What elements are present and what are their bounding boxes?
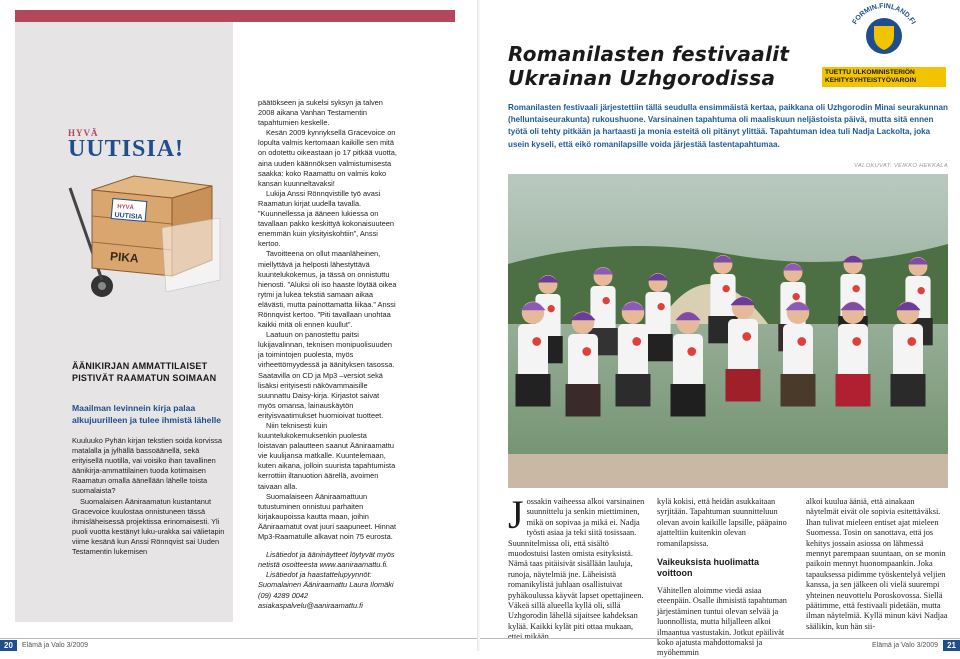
badge-small-text: HYVÄ	[68, 128, 99, 138]
logo-domain-path: FORMIN.FINLAND.FI	[851, 2, 917, 26]
right-title-line-1: Romanilasten festivaalit	[508, 42, 790, 66]
logo-line-2: KEHITYSYHTEISTYÖVAROIN	[825, 77, 917, 84]
wooden-crate-illustration	[62, 168, 222, 303]
right-title-block	[508, 42, 828, 90]
left-column-2	[258, 98, 398, 611]
right-column-3	[806, 497, 948, 632]
left-headline: ÄÄNIKIRJAN AMMATTILAISET PISTIVÄT RAAMATUN SOIMAAN	[72, 361, 217, 383]
right-col1-text: ossakin vaiheessa alkoi varsinainen suunnittelu ja senkin miettiminen, mikä on sopivaa ja mikä ei. Nadja työsti asiaa ja teki siitä tosissaan. Suunnitelmissa oli, että sisältö muodostuisi lasten omista esityksistä. Nämä taas pitäisivät sisällään lauluja, runoja, näytelmiä jne. Läheisistä romanikylistä juhlaan osallistuivat pyhäkoulussa käyvät lapset opettajineen. Väkeä sillä alueella kyllä oli, sillä Uzhgorodin lähellä sijaitsee kahdeksan kylää. Kaikki kylät piti ottaa mukaan, ettei mikään	[508, 497, 645, 642]
right-footer-text: Elämä ja Valo 3/2009	[871, 642, 938, 649]
badge-big-text: UUTISIA!	[68, 136, 185, 162]
left-col1-paragraph: Suomalaisen Ääniraamatun kustantanut Gracevoice kuulostaa onnistuneen tässä ihmisläheisessä projektissa erinomaisesti. Yli puoli vuotta kestänyt luku-urakka sai välietapin viime kesänä kun Anssi Rönnqvist sai Uuden Testamentin lukemisen	[72, 496, 225, 557]
left-col2-paragraph: Lukija Anssi Rönnqvistille työ avasi Raamatun kirjat uudella tavalla. ”Kuunnellessa ja ääneen lukiessa on tavallaan pakko keskittyä kokonaisuuteen enemmän kuin yksityiskohtiin”, Anssi kertoo.	[258, 188, 394, 249]
left-col2-paragraph: Laatuun on panostettu paitsi lukijavalinnan, teknisen monipuolisuuden ja toimintojen puolesta, myös virheettömyydessä ja äänityksen tasossa. Saatavilla on CD ja Mp3 –versiot sekä lisäksi erityisesti näkövammaisille suunnattu Daisy-kirja. Kirjastot saivat myös omansa, lainauskäytön erityisvaatimukset huomioivat tuotteet.	[258, 330, 395, 420]
left-headline-block	[72, 360, 227, 426]
crate-label-big: UUTISIA	[114, 211, 143, 222]
right-title-line-2: Ukrainan Uzhgorodissa	[508, 66, 776, 90]
right-col2-paragraph: Vähitellen aloimme viedä asiaa eteenpäin. Osalle ihmisistä tapahtuman järjestäminen tuntui olevan selvää ja luonnollista, mutta hiljalleen alkoi ilmaantua vastustakin. Jotkut epäilivät koko ajatusta mahdottomaksi ja myöhemmin	[657, 586, 787, 658]
children-choir-photo	[508, 174, 948, 488]
left-page-number: 20	[0, 640, 17, 651]
left-col1-paragraph: Kuuluuko Pyhän kirjan tekstien soida korvissa matalalla ja jylhällä bassoäänellä, sekä erityisellä nuotilla, vai voisiko ihan tavallinen äänikirja-ammattilainen tuoda kotimaisen Raamatun omalla äänellään lähelle toista suomalaista?	[72, 436, 222, 496]
right-lead-paragraph: Romanilasten festivaali järjestettiin tällä seudulla ensimmäistä kertaa, paikkana oli Uzhgorodin Minai seurakunnan (helluntaiseurakunta) rukoushuone. Varsinainen tapahtuma oli maaliskuun neljästoista päivä, mutta sitä ennen työtä oli tehty pitkään ja hartaasti ja monia esteitä oli pitänyt ylittää. Tapahtuman idea tuli Nadja Lackolta, joka usein kyseli, että eikö romanilapsille voida järjestää lastentapahtumaa.	[508, 103, 948, 149]
finland-crest-icon	[822, 0, 946, 60]
photo-stage	[508, 454, 948, 488]
right-col3-paragraph: alkoi kuulua ääniä, että ainakaan näytelmät eivät ole sopivia esitettäväksi. Ihan tulivat mieleen entiset ajat mieleen Suomessa. Tosin on sanottava, että jos kehitys jossain asiossa on lähmessä mennyt parempaan suuntaan, on se monin paikoin mennyt huonompaankin. Joka tapauksessa pidimme työskentelyä veljien kanssa, ja sen jälkeen oli vielä suurempi yhteinen neuvottelu Poroskovossa. Siellä päätimme, että festivaali pidetään, mutta ilman näytelmiä. Kyllä minun kävi Nadjaa säälikin, kun hän sii-	[806, 497, 948, 631]
left-footer	[0, 638, 478, 652]
top-accent-bar	[15, 10, 455, 22]
logo-line-1: TUETTU ULKOMINISTERIÖN	[825, 69, 915, 76]
left-col2-paragraph: Niin teknisesti kuin kuuntelukokemuksenkin puolesta loistavan palautteen saanut Ääniraamattu vie kuulijansa matkalle. Kuuntelemaan, kuten aikana, jolloin suurista tapahtumista kerrottiin iltanuotion äärellä, avoimen taivaan alla.	[258, 421, 396, 491]
left-subheadline: Maailman levinnein kirja palaa alkujuurilleen ja tulee ihmistä lähelle	[72, 403, 222, 425]
right-subheadline: Vaikeuksista huolimatta voittoon	[657, 557, 760, 579]
right-column-2	[657, 497, 797, 659]
left-col2-contact: Lisätiedot ja haastattelupyynnöt: Suomalainen Ääniraamattu Laura Ilomäki (09) 4289 0042 asiakaspalvelu@aaniraamattu.fi	[258, 570, 394, 610]
left-col2-paragraph: Kesän 2009 kynnyksellä Gracevoice on lopulta valmis kertomaan kaikille sen mitä on odotettu oikeastaan jo 17 pitkää vuotta, aina uuden käännöksen valmistumisesta saakka: koko Raamattu on valmis koko kansan kuunneltavaksi!	[258, 128, 397, 188]
dropcap: J	[508, 492, 524, 537]
left-footer-text: Elämä ja Valo 3/2009	[22, 642, 89, 649]
right-column-1	[508, 492, 648, 643]
left-col2-paragraph: Suomalaiseen Ääniraamattuun tutustuminen onnistuu parhaiten kirjakaupoissa kautta maan, joihin Ääniraamatut ovat juuri saapuneet. Hinnat Mp3-Raamatulle alkavat noin 75 eurosta.	[258, 491, 397, 542]
crate-label-small: HYVÄ	[116, 203, 135, 212]
photo-credit: VALOKUVAT: VEIKKO HEKKALA	[854, 163, 948, 169]
left-col2-paragraph: Tavoitteena on ollut maanläheinen, miellyttävä ja helposti lähestyttävä kuuntelukokemus, ja tässä on onnistuttu hienosti. ”Aluksi oli iso haaste löytää oikea rytmi ja lukea tekstiä samaan aikaa elävästi, mutta painottamatta liikaa.” Anssi Rönnqvist kertoo. ”Piti tavallaan unohtaa kaikki mitä oli ennen kuullut”.	[258, 249, 397, 330]
ministry-logo	[822, 0, 946, 90]
left-col2-info: Lisätiedot ja ääninäytteet löytyvät myös netistä osoitteesta www.aaniraamattu.fi.	[258, 550, 395, 570]
plastic-wrap	[162, 218, 220, 292]
left-col2-paragraph: päätökseen ja sukelsi syksyn ja talven 2008 aikana Vanhan Testamentin tapahtumien keskelle.	[258, 98, 383, 128]
right-page-number: 21	[943, 640, 960, 651]
cart-hub-left	[98, 282, 106, 290]
right-footer	[480, 638, 960, 652]
logo-banner	[822, 67, 946, 87]
right-col2-paragraph: kylä kokisi, että heidän asukkaitaan syrjitään. Tapahtuman suunnitteluun olevan avoin kaikille lapsille, pääpaino ajatteltiin kuitenkin olevan romanilapsissa.	[657, 497, 787, 548]
crate-stencil: PIKA	[109, 249, 140, 266]
left-column-1	[72, 436, 227, 557]
good-news-badge	[68, 128, 228, 161]
